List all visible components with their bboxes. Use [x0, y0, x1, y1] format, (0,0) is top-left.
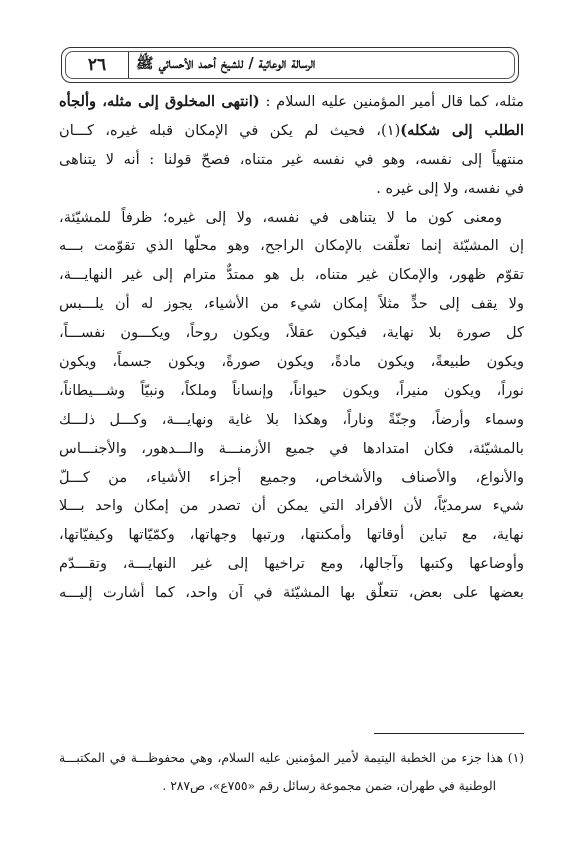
- page-number: ٢٦: [66, 52, 129, 78]
- text-line: كل صورة بلا نهاية، فيكون عقلاً، ويكون روحاً، ويكـــون نفســـاً،: [59, 324, 524, 342]
- footnote-separator: [374, 733, 524, 734]
- running-title: الرسالة الوعائية / للشيخ أحمد الأحسائي ﷺ: [136, 54, 316, 72]
- text-line: وسماء وأرضاً، وجنّةً وناراً، وهكذا بلا غاية ونهايـــة، وكـــل ذلـــك: [59, 410, 524, 428]
- text-line: والأنواع، والأصناف والأشخاص، وجميع أجزاء الأشياء، من كـــلّ: [59, 468, 524, 486]
- footnote-line: (١) هذا جزء من الخطبة اليتيمة لأمير المؤمنين عليه السلام، وهي محفوظـــة في المكتبـــة: [59, 751, 524, 765]
- text-line: تقوّم ظهور، والإمكان غير متناه، بل هو ممتدٌّ مترام إلى غير النهايـــة،: [59, 266, 524, 284]
- text-line: نوراً، ويكون منيراً، ويكون حيواناً، وإنساناً وملكاً، ونبيّاً وشـــيطاناً،: [59, 381, 524, 399]
- text-line-content: مثله، كما قال أمير المؤمنين عليه السلام : (انتهى المخلوق إلى مثله، وألجأه: [59, 93, 524, 110]
- text-line: بعضها على بعض، تتعلّق بها المشيّئة في آن واحد، كما أشارت إليـــه: [59, 584, 524, 602]
- text-line: وأوضاعها وكتبها وآجالها، ومع تراخيها إلى غير النهايـــة، وتقـــدّم: [59, 555, 524, 573]
- text-line: شيء سرمديّاً، لأن الأفراد التي يمكن أن تصدر من إمكان واحد بـــلا: [59, 497, 524, 515]
- text-line: في نفسه، ولا إلى غيره .: [376, 179, 524, 197]
- text-line: ولا يقف إلى حدٍّ مثلاً إمكان شيء من الأشياء، يجوز له أن يلـــبس: [59, 295, 524, 313]
- footnote-line: الوطنية في طهران، ضمن مجموعة رسائل رقم «٧٥٥ع»، ص٢٨٧ .: [162, 779, 496, 793]
- paragraph-start-line: ومعنى كون ما لا يتناهى في نفسه، ولا إلى غيره؛ ظرفاً للمشيّئة،: [59, 208, 502, 226]
- header-frame: [65, 51, 515, 79]
- text-line: إن المشيّئة إنما تعلّقت بالإمكان الراجح، وهو محلّها الذي تقوّمت بـــه: [59, 237, 524, 255]
- text-line: نهاية، مع تباين أوقاتها وأمكنتها، ورتبها وجهاتها، وكمّيّاتها وكيفيّاتها،: [59, 526, 524, 544]
- text-line: [59, 117, 524, 146]
- footnote: [59, 744, 524, 800]
- text-line: بالمشيّئة، فكان امتدادها في جميع الأزمنـــة والـــدهور، والأجنـــاس: [59, 439, 524, 457]
- running-header: [61, 47, 519, 83]
- text-line: [59, 88, 524, 117]
- text-line-content: الطلب إلى شكله)(١)، فحيث لم يكن في الإمكان قبله غيره، كـــان: [59, 121, 524, 139]
- text-line: ويكون طبيعةً، ويكون مادةً، ويكون صورةً، ويكون جسماً، ويكون: [59, 353, 524, 371]
- main-text: [59, 88, 524, 608]
- text-line: منتهياً إلى نفسه، وهو في نفسه غير متناه، فصحّ قولنا : أنه لا يتناهى: [59, 150, 524, 168]
